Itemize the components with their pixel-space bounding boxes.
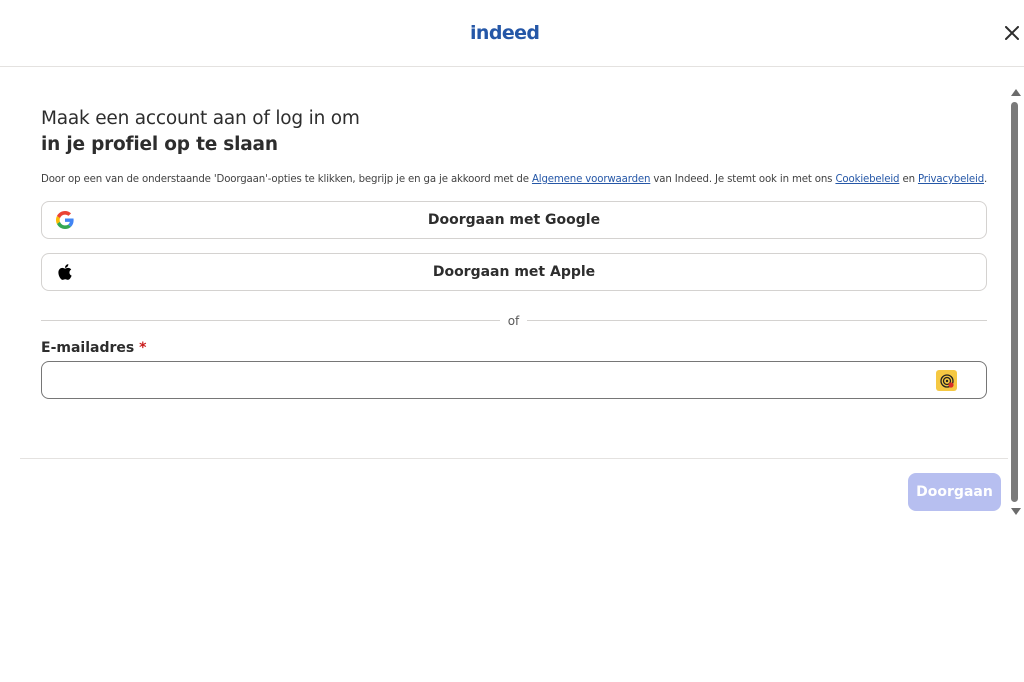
required-mark: * [139, 340, 147, 356]
terms-and: en [899, 174, 918, 185]
terms-prefix: Door op een van de onderstaande 'Doorgaan'-opties te klikken, begrijp je en ga je akkoord met de [41, 174, 532, 185]
close-icon [1005, 26, 1019, 40]
divider-line-right [527, 320, 987, 321]
divider-text: of [507, 314, 520, 328]
google-icon [56, 211, 74, 229]
email-label-text: E-mailadres [41, 340, 135, 356]
scroll-thumb[interactable] [1011, 102, 1018, 502]
indeed-logo [470, 20, 539, 44]
apple-icon [56, 263, 74, 281]
google-signin-button[interactable] [41, 201, 987, 239]
terms-text [41, 173, 1001, 187]
header [0, 0, 1024, 67]
cookie-policy-link[interactable]: Cookiebeleid [835, 174, 900, 185]
or-divider [41, 313, 987, 329]
google-button-label: Doorgaan met Google [427, 212, 601, 228]
apple-button-label: Doorgaan met Apple [432, 264, 596, 280]
apple-signin-button[interactable] [41, 253, 987, 291]
email-label [41, 339, 146, 357]
continue-button[interactable]: Doorgaan [908, 473, 1001, 511]
scroll-up-arrow-icon[interactable] [1011, 89, 1021, 96]
terms-link[interactable]: Algemene voorwaarden [531, 174, 651, 185]
divider-line-left [41, 320, 500, 321]
scrollbar[interactable] [1008, 87, 1024, 517]
password-manager-icon[interactable] [936, 370, 957, 391]
scroll-down-arrow-icon[interactable] [1011, 508, 1021, 515]
email-input[interactable] [41, 361, 987, 399]
page-title-line1: Maak een account aan of log in om [41, 108, 360, 129]
main-content [0, 67, 1008, 682]
privacy-policy-link[interactable]: Privacybeleid [917, 174, 985, 185]
page-title-line2: in je profiel op te slaan [41, 134, 278, 155]
logo-text: indeed [470, 22, 540, 44]
terms-middle: van Indeed. Je stemt ook in met ons [650, 174, 836, 185]
footer-divider [20, 458, 1008, 459]
close-button[interactable] [1002, 24, 1022, 42]
terms-suffix: . [984, 174, 988, 185]
